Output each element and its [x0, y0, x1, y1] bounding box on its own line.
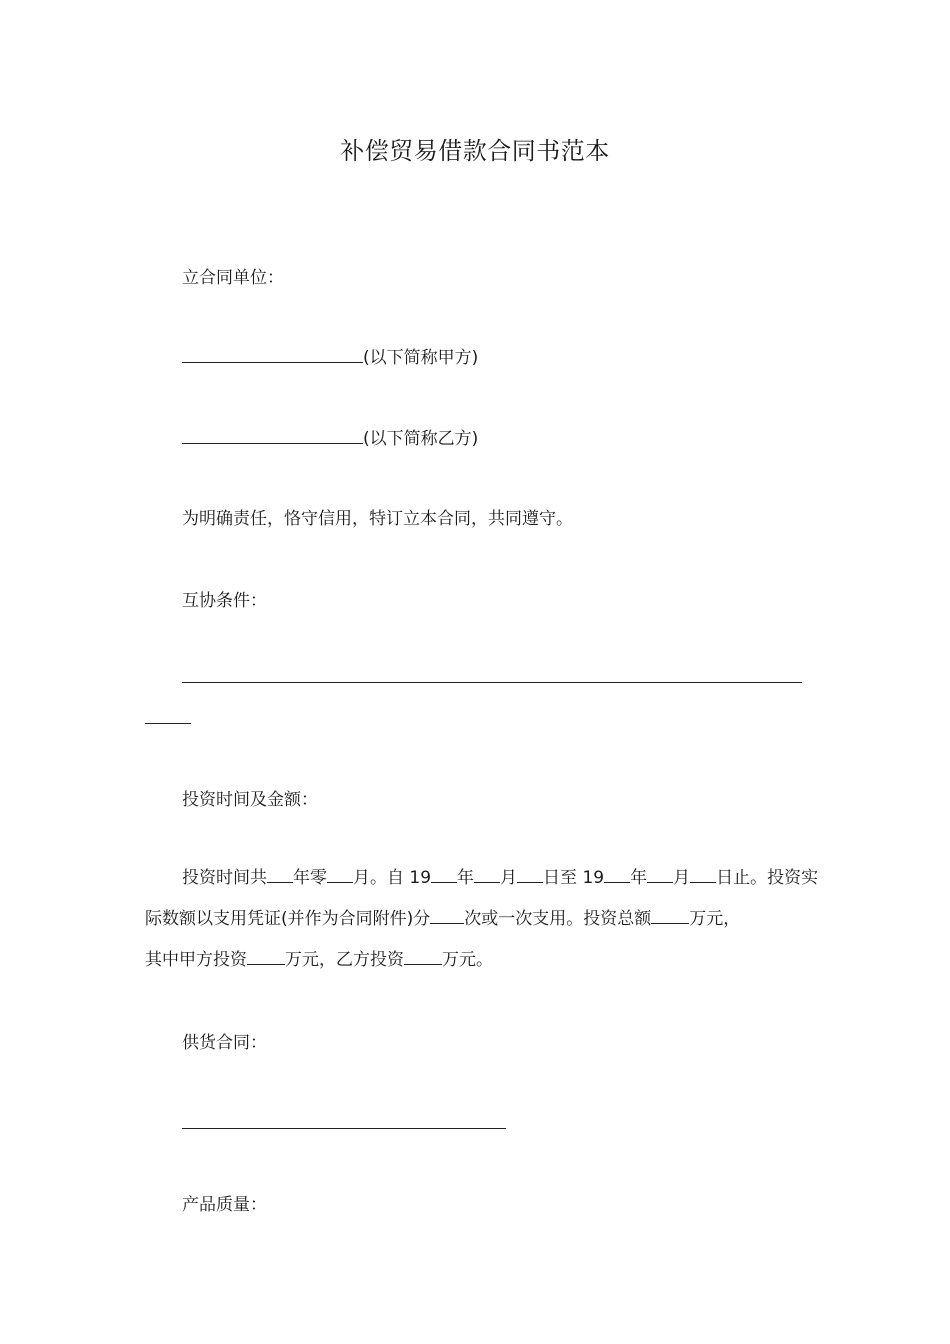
party-b-line — [182, 425, 478, 451]
investment-text-segment: 万元，乙方投资 — [285, 950, 404, 970]
product-quality-label: 产品质量： — [182, 1195, 267, 1215]
investment-paragraph — [145, 858, 819, 981]
investment-text-segment: 际数额以支用凭证(并作为合同附件)分 — [145, 909, 431, 929]
investment-line-2 — [145, 899, 805, 940]
investment-text-segment: 月 — [500, 868, 518, 888]
investment-text-segment: 月。自 19 — [353, 868, 432, 888]
investment-text-segment: 其中甲方投资 — [145, 950, 247, 970]
investment-line-1 — [145, 858, 819, 899]
investment-text-segment: 万元， — [689, 909, 741, 929]
party-a-amount-blank — [247, 946, 285, 965]
mutual-conditions-blank-line-2 — [145, 723, 191, 724]
investment-text-segment: 日止。投资实 — [716, 868, 819, 888]
supply-contract-blank-line — [182, 1128, 506, 1129]
investment-text-segment: 万元。 — [442, 950, 493, 970]
start-month-blank — [474, 864, 500, 883]
investment-text-segment: 次或一次支用。投资总额 — [464, 909, 652, 929]
party-b-suffix: (以下简称乙方) — [363, 429, 479, 449]
mutual-conditions-blank-line-1 — [182, 682, 802, 683]
total-amount-blank — [651, 905, 689, 924]
party-b-blank — [182, 425, 363, 444]
party-b-amount-blank — [404, 946, 442, 965]
investment-text-segment: 日至 19 — [543, 868, 605, 888]
end-day-blank — [690, 864, 716, 883]
parties-label: 立合同单位： — [182, 268, 284, 288]
supply-contract-label: 供货合同： — [182, 1033, 267, 1053]
party-a-suffix: (以下简称甲方) — [363, 348, 479, 368]
investment-text-segment: 年零 — [293, 868, 327, 888]
party-a-blank — [182, 344, 363, 363]
investment-text-segment: 投资时间共 — [182, 868, 267, 888]
start-day-blank — [517, 864, 543, 883]
investment-text-segment: 月 — [673, 868, 691, 888]
start-year-blank — [431, 864, 457, 883]
investment-text-segment: 年 — [630, 868, 648, 888]
investment-text-segment: 年 — [457, 868, 475, 888]
investment-line-3 — [145, 940, 805, 981]
party-a-line — [182, 344, 478, 370]
years-blank — [267, 864, 293, 883]
months-blank — [327, 864, 353, 883]
investment-label: 投资时间及金额： — [182, 790, 318, 810]
document-title: 补偿贸易借款合同书范本 — [340, 137, 610, 165]
end-month-blank — [647, 864, 673, 883]
installments-blank — [430, 905, 464, 924]
end-year-blank — [604, 864, 630, 883]
preamble-text: 为明确责任，恪守信用，特订立本合同，共同遵守。 — [182, 509, 573, 529]
mutual-conditions-label: 互协条件： — [182, 591, 267, 611]
